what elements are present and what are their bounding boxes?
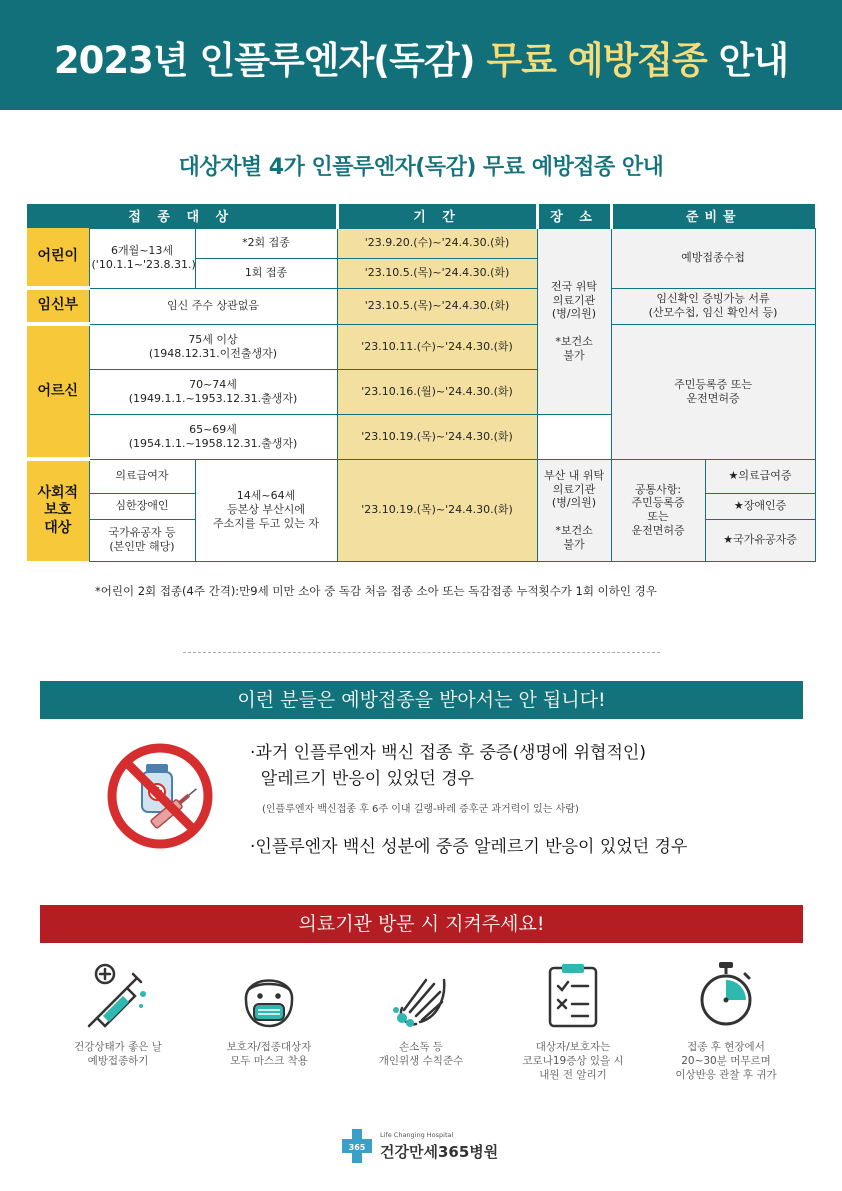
- header-target: 접 종 대 상: [27, 204, 337, 228]
- section-subtitle: 대상자별 4가 인플루엔자(독감) 무료 예방접종 안내: [178, 155, 664, 180]
- vaccine-syringe-icon: [83, 960, 153, 1030]
- title-suffix: 안내: [718, 39, 789, 82]
- tip-observe: [656, 960, 796, 1083]
- vaccination-schedule-table: [27, 204, 816, 562]
- elderly-target-75: 75세 이상 (1948.12.31.이전출생자): [89, 324, 337, 369]
- page-title: [0, 30, 842, 84]
- social-group-medical: 의료급여자: [89, 459, 195, 493]
- visit-banner: 의료기관 방문 시 지켜주세요!: [40, 905, 803, 943]
- logo-tagline: Life Changing Hospital: [380, 1131, 454, 1139]
- elderly-items: 주민등록증 또는 운전면허증: [611, 324, 815, 459]
- title-prefix: 2023년 인플루엔자(독감): [53, 39, 475, 82]
- children-dose-two: *2회 접종: [195, 228, 337, 258]
- hospital-logo: [342, 1127, 522, 1167]
- logo-mark-text: 365: [348, 1143, 366, 1152]
- social-place: 부산 내 위탁 의료기관 (병/의원) *보건소 불가: [537, 459, 611, 561]
- social-period: '23.10.19.(목)~'24.4.30.(화): [337, 459, 537, 561]
- children-items: 예방접종수첩: [611, 228, 815, 288]
- tip-mask: [199, 960, 339, 1068]
- place-main: 전국 위탁 의료기관 (병/의원) *보건소 불가: [537, 228, 611, 414]
- elderly-target-70: 70~74세 (1949.1.1.~1953.12.31.출생자): [89, 369, 337, 414]
- warning-banner: 이런 분들은 예방접종을 받아서는 안 됩니다!: [40, 681, 803, 719]
- children-dose-one: 1회 접종: [195, 258, 337, 288]
- tip-healthy-day: [48, 960, 188, 1068]
- category-pregnant: 임신부: [27, 288, 89, 324]
- logo-name: 건강만세365병원: [380, 1143, 499, 1161]
- no-vaccine-icon: [106, 742, 214, 850]
- warning-item-2: ·인플루엔자 백신 성분에 중증 알레르기 반응이 있었던 경우: [250, 837, 688, 857]
- category-social: 사회적 보호 대상: [27, 459, 89, 561]
- children-age: 6개월~13세 ('10.1.1~'23.8.31.): [89, 228, 195, 288]
- title-highlight: 무료 예방접종: [486, 39, 707, 82]
- pregnant-target: 임신 주수 상관없음: [89, 288, 337, 324]
- social-extra-medical: ★의료급여증: [705, 459, 815, 493]
- tip-caption: 손소독 등 개인위생 수칙준수: [378, 1041, 464, 1068]
- tip-hygiene: [351, 960, 491, 1068]
- header-place: 장 소: [537, 204, 611, 228]
- header-banner: [0, 0, 842, 110]
- social-extra-disabled: ★장애인증: [705, 493, 815, 519]
- checklist-icon: [538, 960, 608, 1030]
- tip-symptoms: [503, 960, 643, 1083]
- tip-caption: 대상자/보호자는 코로나19증상 있을 시 내원 전 알리기: [522, 1041, 624, 1082]
- social-common-items: 공통사항: 주민등록증 또는 운전면허증: [611, 459, 705, 561]
- hospital-cross-icon: [342, 1129, 372, 1163]
- header-items: 준비물: [611, 204, 815, 228]
- stopwatch-icon: [691, 960, 761, 1030]
- elderly-period-75: '23.10.11.(수)~'24.4.30.(화): [337, 324, 537, 369]
- pregnant-period: '23.10.5.(목)~'24.4.30.(화): [337, 288, 537, 324]
- elderly-period-65: '23.10.19.(목)~'24.4.30.(화): [337, 414, 537, 459]
- social-group-disabled: 심한장애인: [89, 493, 195, 519]
- category-elderly: 어르신: [27, 324, 89, 459]
- pregnant-items: 임신확인 증빙가능 서류 (산모수첩, 임신 확인서 등): [611, 288, 815, 324]
- tip-caption: 보호자/접종대상자 모두 마스크 착용: [226, 1041, 312, 1068]
- warning-item-1-note: (인플루엔자 백신접종 후 6주 이내 길랭-바레 증후군 과거력이 있는 사람): [262, 804, 579, 815]
- children-period-two: '23.9.20.(수)~'24.4.30.(화): [337, 228, 537, 258]
- divider: [183, 652, 660, 653]
- face-mask-icon: [234, 960, 304, 1030]
- social-target: 14세~64세 등본상 부산시에 주소지를 두고 있는 자: [195, 459, 337, 561]
- category-children: 어린이: [27, 228, 89, 288]
- header-period: 기 간: [337, 204, 537, 228]
- social-extra-veteran: ★국가유공자증: [705, 519, 815, 561]
- tip-caption: 접종 후 현장에서 20~30분 머무르며 이상반응 관찰 후 귀가: [675, 1041, 777, 1082]
- tip-caption: 건강상태가 좋은 날 예방접종하기: [74, 1041, 162, 1068]
- table-footnote: *어린이 2회 접종(4주 간격):만9세 미만 소아 중 독감 처음 접종 소아 또는 독감접종 누적횟수가 1회 이하인 경우: [95, 584, 657, 598]
- elderly-period-70: '23.10.16.(월)~'24.4.30.(화): [337, 369, 537, 414]
- hand-wash-icon: [386, 960, 456, 1030]
- elderly-target-65: 65~69세 (1954.1.1.~1958.12.31.출생자): [89, 414, 337, 459]
- social-group-veteran: 국가유공자 등 (본인만 해당): [89, 519, 195, 561]
- warning-item-1: ·과거 인플루엔자 백신 접종 후 중증(생명에 위협적인) 알레르기 반응이 있었던 경우: [250, 743, 646, 789]
- children-period-one: '23.10.5.(목)~'24.4.30.(화): [337, 258, 537, 288]
